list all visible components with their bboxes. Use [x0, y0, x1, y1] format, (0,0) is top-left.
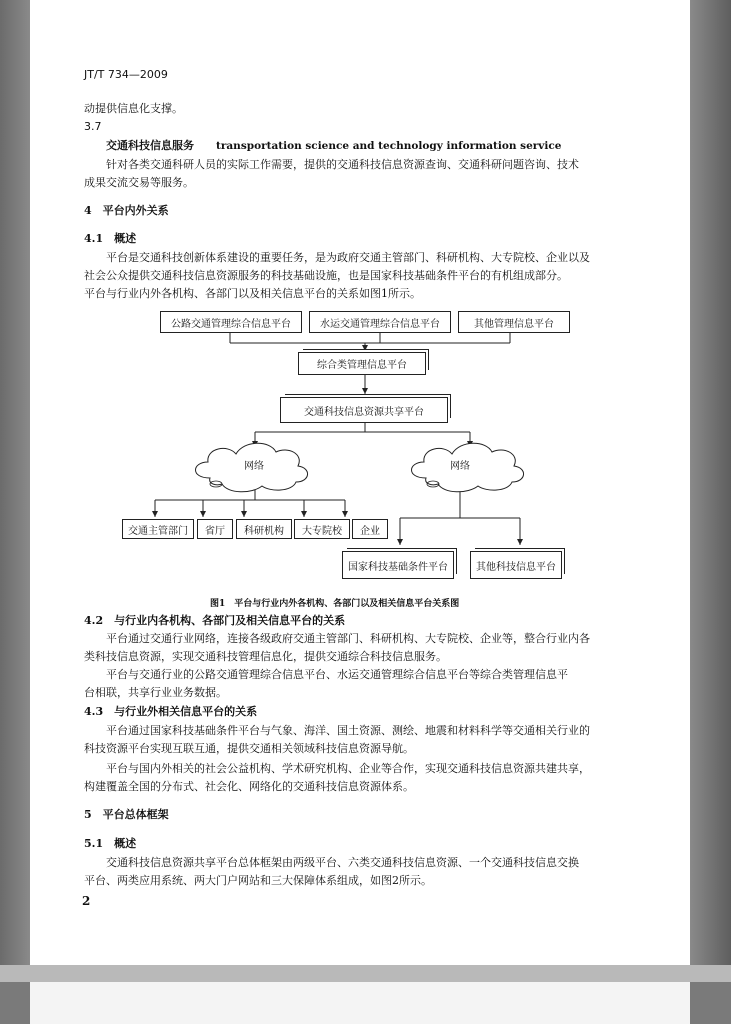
text-line: 成果交流交易等服务。: [84, 176, 194, 189]
text-line: 类科技信息资源，实现交通科技管理信息化，提供交通综合科技信息服务。: [84, 650, 447, 663]
bottom-box-research: 科研机构: [236, 519, 292, 539]
bottom-box-authority: 交通主管部门: [122, 519, 194, 539]
bottom-box-provincial: 省厅: [197, 519, 233, 539]
section-heading: 4.3 与行业外相关信息平台的关系: [84, 705, 258, 718]
text-line: 社会公众提供交通科技信息资源服务的科技基础设施，也是国家科技基础条件平台的有机组成部分。: [84, 269, 568, 282]
top-box-other: 其他管理信息平台: [458, 311, 570, 333]
next-page: [30, 982, 690, 1024]
text-line: 构建覆盖全国的分布式、社会化、网络化的交通科技信息资源体系。: [84, 780, 414, 793]
term-en: transportation science and technology information service: [216, 140, 562, 152]
other-sci-platform-box: 其他科技信息平台: [470, 551, 562, 579]
section-number: 3.7: [84, 120, 102, 133]
national-platform-box: 国家科技基础条件平台: [342, 551, 454, 579]
doc-code: JT/T 734—2009: [84, 68, 168, 81]
figure-caption: 图1 平台与行业内外各机构、各部门以及相关信息平台关系图: [210, 599, 460, 609]
section-heading: 5 平台总体框架: [84, 808, 169, 821]
text-line: 动提供信息化支撑。: [84, 102, 183, 115]
figure-connectors: [30, 0, 690, 600]
text-line: 平台、两类应用系统、两大门户网站和三大保障体系组成，如图2所示。: [84, 874, 432, 887]
section-heading: 4.2 与行业内各机构、各部门及相关信息平台的关系: [84, 614, 346, 627]
section-heading: 5.1 概述: [84, 837, 137, 850]
text-line: 平台与行业内外各机构、各部门以及相关信息平台的关系如图1所示。: [84, 287, 421, 300]
text-line: 平台与国内外相关的社会公益机构、学术研究机构、企业等合作，实现交通科技信息资源共建共享，: [106, 762, 590, 775]
cloud-label-right: 网络: [450, 461, 470, 472]
text-line: 平台是交通科技创新体系建设的重要任务，是为政府交通主管部门、科研机构、大专院校、企业以及: [106, 251, 590, 264]
text-line: 针对各类交通科研人员的实际工作需要，提供的交通科技信息资源查询、交通科研问题咨询、技术: [106, 158, 579, 171]
bottom-box-college: 大专院校: [294, 519, 350, 539]
top-box-waterway: 水运交通管理综合信息平台: [309, 311, 451, 333]
section-heading: 4 平台内外关系: [84, 204, 169, 217]
integrated-platform-box: 综合类管理信息平台: [298, 352, 426, 375]
term-zh: 交通科技信息服务: [106, 139, 194, 152]
cloud-label-left: 网络: [244, 461, 264, 472]
share-platform-box: 交通科技信息资源共享平台: [280, 397, 448, 423]
text-line: 科技资源平台实现互联互通，提供交通相关领域科技信息资源导航。: [84, 742, 414, 755]
document-page: [30, 0, 690, 965]
top-box-highway: 公路交通管理综合信息平台: [160, 311, 302, 333]
text-line: 平台通过国家科技基础条件平台与气象、海洋、国土资源、测绘、地震和材料科学等交通相关行业的: [106, 724, 590, 737]
bottom-box-enterprise: 企业: [352, 519, 388, 539]
text-line: 平台与交通行业的公路交通管理综合信息平台、水运交通管理综合信息平台等综合类管理信息平: [106, 668, 568, 681]
text-line: 平台通过交通行业网络，连接各级政府交通主管部门、科研机构、大专院校、企业等，整合行业内各: [106, 632, 590, 645]
section-heading: 4.1 概述: [84, 232, 137, 245]
page-number: 2: [82, 894, 91, 908]
text-line: 交通科技信息资源共享平台总体框架由两级平台、六类交通科技信息资源、一个交通科技信息交换: [106, 856, 579, 869]
page-separator: [0, 965, 731, 982]
text-line: 台相联，共享行业业务数据。: [84, 686, 227, 699]
